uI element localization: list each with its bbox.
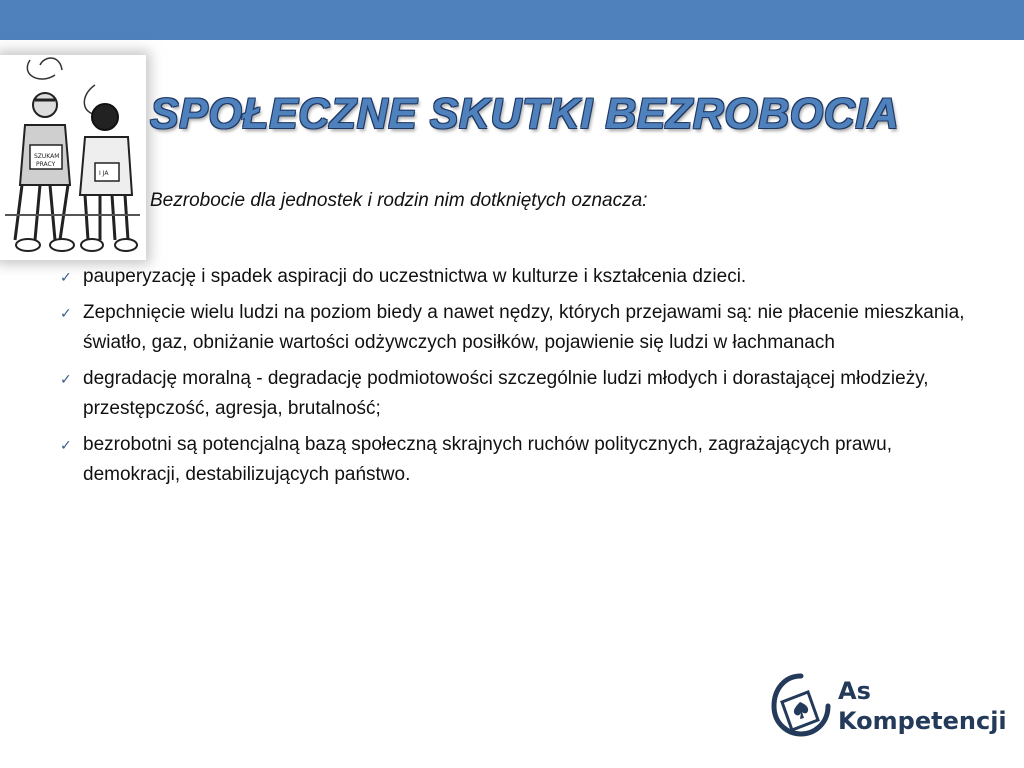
- spade-emblem-icon: [770, 672, 832, 738]
- bullet-list: [60, 262, 980, 496]
- check-icon: ✓: [60, 371, 72, 387]
- bullet-text: bezrobotni są potencjalną bazą społeczną skrajnych ruchów politycznych, zagrażających prawu, demokracji, destabilizujących państwo.: [83, 434, 892, 485]
- svg-text:I JA: I JA: [99, 170, 109, 177]
- bullet-text: Zepchnięcie wielu ludzi na poziom biedy a nawet nędzy, których przejawami są: nie płacenie mieszkania, światło, gaz, obniżanie wartości odżywczych posiłków, pojawienie się ludzi w łachmanach: [83, 302, 965, 353]
- logo-line-as: As: [838, 677, 871, 705]
- bullet-item: [60, 364, 980, 424]
- bullet-text: pauperyzację i spadek aspiracji do uczestnictwa w kulturze i kształcenia dzieci.: [83, 266, 747, 287]
- unemployed-men-illustration: [0, 55, 146, 260]
- logo-wordmark: [838, 676, 1007, 736]
- slide-title: SPOŁECZNE SKUTKI BEZROBOCIA: [150, 90, 900, 138]
- top-accent-bar: [0, 0, 1024, 40]
- check-icon: ✓: [60, 305, 72, 321]
- svg-text:SZUKAM: SZUKAM: [34, 153, 60, 160]
- check-icon: ✓: [60, 437, 72, 453]
- bullet-text: degradację moralną - degradację podmiotowości szczególnie ludzi młodych i dorastającej młodzieży, przestępczość, agresja, brutalność;: [83, 368, 929, 419]
- bullet-item: [60, 430, 980, 490]
- as-kompetencji-logo[interactable]: [770, 672, 1007, 742]
- svg-text:PRACY: PRACY: [36, 161, 56, 168]
- bullet-item: [60, 262, 980, 292]
- check-icon: ✓: [60, 269, 72, 285]
- bullet-item: [60, 298, 980, 358]
- intro-text: Bezrobocie dla jednostek i rodzin nim dotkniętych oznacza:: [150, 190, 648, 211]
- logo-line-kompetencji: Kompetencji: [838, 707, 1007, 735]
